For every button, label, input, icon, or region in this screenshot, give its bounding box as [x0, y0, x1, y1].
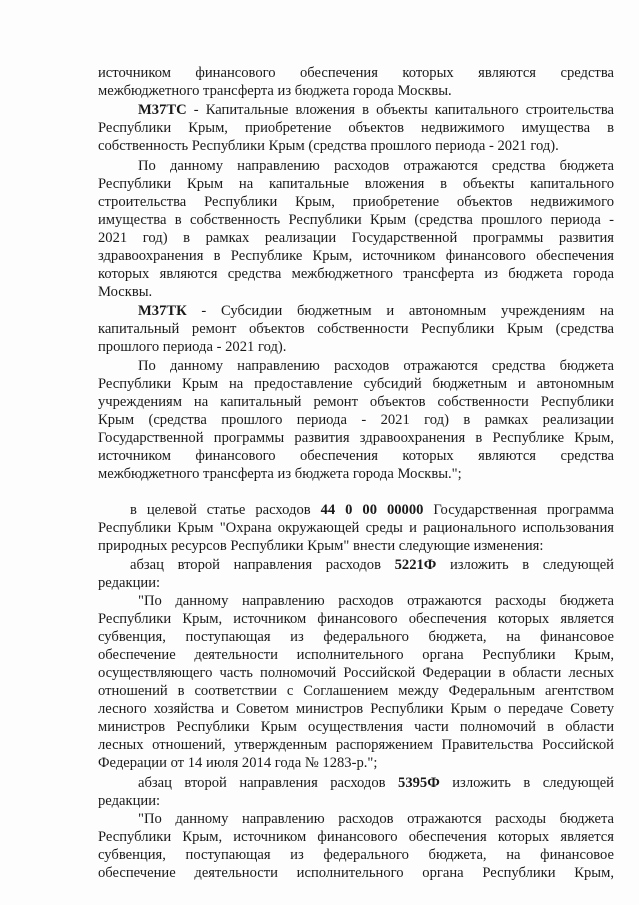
amendment-suffix: изложить в следующей — [436, 557, 614, 573]
text-line: источником финансового обеспечения которых являются средства — [98, 65, 614, 81]
direction-code-5221: 5221Ф — [394, 557, 437, 573]
quote-start: "По данному направлению расходов отражаются расходы бюджета — [138, 811, 614, 827]
amendment-line-5221 — [130, 556, 614, 574]
text-line: Крым (средства прошлого периода - 2021 год) в рамках реализации — [98, 412, 614, 428]
amendment-line-5395 — [138, 774, 614, 792]
text-line: Республики Крым, приобретение объектов недвижимого имущества в — [98, 120, 614, 136]
text-line: субвенция, поступающая из федерального бюджета, на финансовое — [98, 847, 614, 863]
quote-start: "По данному направлению расходов отражаются расходы бюджета — [138, 593, 614, 609]
text-line: межбюджетного трансферта из бюджета города Москвы. — [98, 83, 452, 99]
text-line: лесного хозяйства и Советом министров Республики Крым о передаче Совету — [98, 701, 614, 717]
text-line: Республики Крым на предоставление субсидий бюджетным и автономным — [98, 376, 614, 392]
text-line: имущества в собственность Республики Крым (средства прошлого периода - — [98, 212, 614, 228]
heading-text: - Субсидии бюджетным и автономным учреждениям на — [186, 303, 614, 319]
text-line: Республики Крым, источником финансового обеспечения которых является — [98, 829, 614, 845]
text-line: источником финансового обеспечения которых являются средства — [98, 448, 614, 464]
code-m37tk: М37ТК — [138, 303, 187, 319]
amendment-prefix: абзац второй направления расходов — [130, 557, 395, 573]
text-line: Москвы. — [98, 284, 153, 300]
text-line: 2021 год) в рамках реализации Государственной программы развития — [98, 230, 614, 246]
text-line: Республики Крым "Охрана окружающей среды и рационального использования — [98, 520, 614, 536]
text-line: природных ресурсов Республики Крым" внести следующие изменения: — [98, 538, 544, 554]
code-heading-m37ts — [138, 101, 614, 119]
text-line: здравоохранения в Республике Крым, источником финансового обеспечения — [98, 248, 614, 264]
text-line: которых являются средства межбюджетного трансферта из бюджета города — [98, 266, 614, 282]
text-line: редакции: — [98, 793, 161, 809]
text-line: строительства Республики Крым, приобретение объектов недвижимого — [98, 194, 614, 210]
code-m37ts: М37ТС — [138, 102, 187, 118]
direction-code-5395: 5395Ф — [398, 775, 440, 791]
text-line: обеспечение деятельности исполнительного органа Республики Крым, — [98, 647, 614, 663]
amendment-suffix: изложить в следующей — [439, 775, 614, 791]
article-prefix: в целевой статье расходов — [130, 502, 321, 518]
article-code: 44 0 00 00000 — [320, 502, 424, 518]
text-line: учреждениям на капитальный ремонт объектов собственности Республики — [98, 394, 614, 410]
paragraph-start: По данному направлению расходов отражаются средства бюджета — [138, 158, 614, 174]
text-line: собственность Республики Крым (средства прошлого периода - 2021 год). — [98, 138, 559, 154]
article-line — [130, 501, 614, 519]
text-line: Государственной программы развития здравоохранения в Республике Крым, — [98, 430, 614, 446]
text-line: прошлого периода - 2021 год). — [98, 339, 287, 355]
text-line: редакции: — [98, 575, 161, 591]
text-line: обеспечение деятельности исполнительного органа Республики Крым, — [98, 865, 614, 881]
text-line: министров Республики Крым осуществления части полномочий в области — [98, 719, 614, 735]
text-line: Республики Крым, источником финансового обеспечения которых является — [98, 611, 614, 627]
code-heading-m37tk — [138, 302, 614, 320]
text-line: субвенция, поступающая из федерального бюджета, на финансовое — [98, 629, 614, 645]
text-line: Республики Крым на капитальные вложения в объекты капитального — [98, 176, 614, 192]
text-line: межбюджетного трансферта из бюджета города Москвы."; — [98, 466, 462, 482]
text-line: Федерации от 14 июля 2014 года № 1283-р."; — [98, 755, 378, 771]
text-line: отношений в соответствии с Соглашением между Федеральным агентством — [98, 683, 614, 699]
heading-text: - Капитальные вложения в объекты капитального строительства — [186, 102, 614, 118]
text-line: лесных отношений, утвержденным распоряжением Правительства Российской — [98, 737, 614, 753]
paragraph-start: По данному направлению расходов отражаются средства бюджета — [138, 358, 614, 374]
text-line: осуществляющего часть полномочий Российской Федерации в области лесных — [98, 665, 614, 681]
amendment-prefix: абзац второй направления расходов — [138, 775, 399, 791]
article-suffix: Государственная программа — [423, 502, 614, 518]
text-line: капитальный ремонт объектов собственности Республики Крым (средства — [98, 321, 614, 337]
